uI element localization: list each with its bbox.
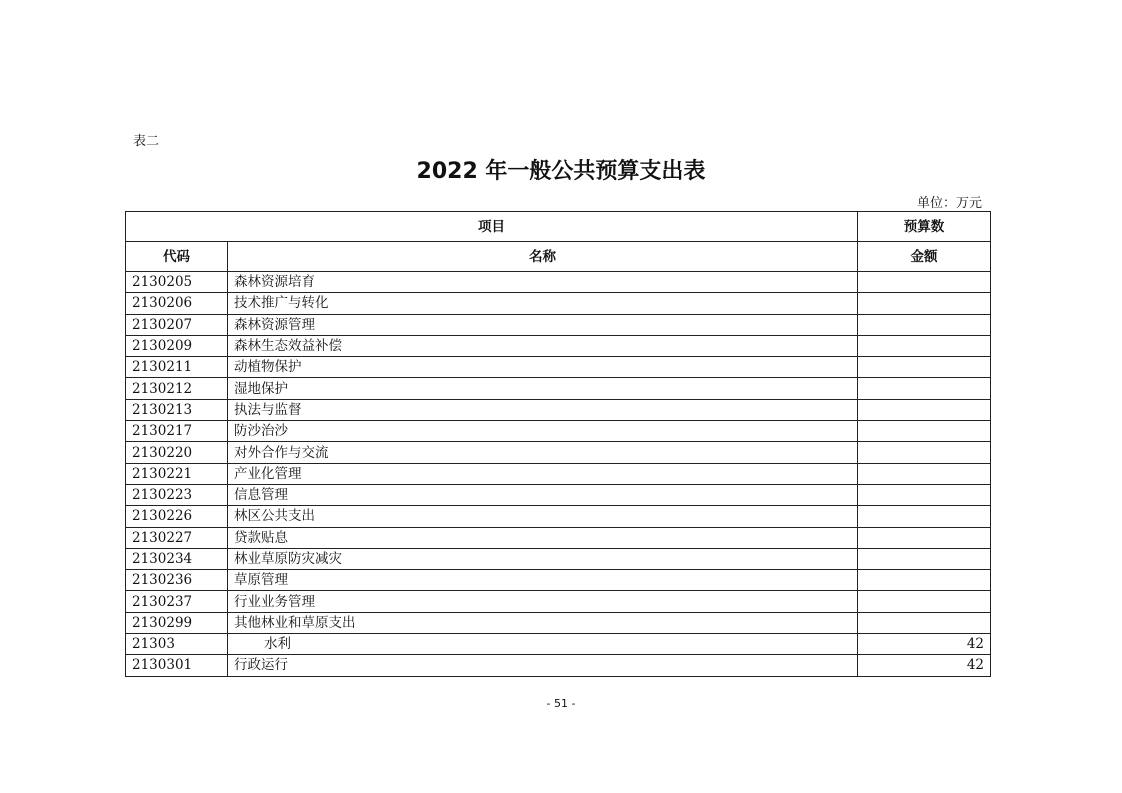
row-amount: [858, 527, 991, 548]
table-row: [126, 357, 991, 378]
page-number: - 51 -: [546, 697, 576, 710]
row-code: 2130209: [126, 335, 228, 356]
table-row: [126, 314, 991, 335]
row-code: 21303: [126, 634, 228, 655]
table-row: [126, 527, 991, 548]
page-title: 2022 年一般公共预算支出表: [416, 159, 706, 184]
header-row-2: [126, 242, 991, 272]
row-code: 2130234: [126, 548, 228, 569]
row-amount: [858, 421, 991, 442]
row-code: 2130206: [126, 293, 228, 314]
row-code: 2130223: [126, 484, 228, 505]
table-row: [126, 378, 991, 399]
row-amount: [858, 612, 991, 633]
row-amount: [858, 272, 991, 293]
row-name: 湿地保护: [228, 378, 858, 399]
table-row: [126, 591, 991, 612]
budget-table: [125, 211, 991, 677]
table-row: [126, 463, 991, 484]
budget-table-body: [126, 212, 991, 677]
header-budget: 预算数: [858, 212, 991, 242]
row-name: 信息管理: [228, 484, 858, 505]
row-name: 水利: [228, 634, 858, 655]
row-name: 森林资源管理: [228, 314, 858, 335]
table-row: [126, 335, 991, 356]
row-code: 2130227: [126, 527, 228, 548]
table-label: 表二: [133, 134, 160, 149]
row-name: 林业草原防灾减灾: [228, 548, 858, 569]
row-code: 2130205: [126, 272, 228, 293]
row-code: 2130212: [126, 378, 228, 399]
table-row: [126, 484, 991, 505]
row-name: 产业化管理: [228, 463, 858, 484]
row-name: 其他林业和草原支出: [228, 612, 858, 633]
row-name: 动植物保护: [228, 357, 858, 378]
row-code: 2130217: [126, 421, 228, 442]
row-amount: [858, 314, 991, 335]
table-row: [126, 570, 991, 591]
row-amount: [858, 591, 991, 612]
row-name: 执法与监督: [228, 399, 858, 420]
row-amount: [858, 506, 991, 527]
header-code: 代码: [126, 242, 228, 272]
row-code: 2130221: [126, 463, 228, 484]
row-code: 2130211: [126, 357, 228, 378]
header-item: 项目: [126, 212, 858, 242]
unit-label: 单位：万元: [916, 196, 982, 211]
row-amount: [858, 335, 991, 356]
row-amount: [858, 399, 991, 420]
table-row: [126, 612, 991, 633]
row-name: 对外合作与交流: [228, 442, 858, 463]
row-code: 2130237: [126, 591, 228, 612]
row-name: 行政运行: [228, 655, 858, 676]
row-name: 防沙治沙: [228, 421, 858, 442]
row-name: 森林资源培育: [228, 272, 858, 293]
table-row: [126, 272, 991, 293]
row-amount: [858, 357, 991, 378]
row-name: 森林生态效益补偿: [228, 335, 858, 356]
row-amount: [858, 378, 991, 399]
row-code: 2130226: [126, 506, 228, 527]
row-code: 2130213: [126, 399, 228, 420]
table-row: [126, 442, 991, 463]
row-code: 2130220: [126, 442, 228, 463]
header-row-1: [126, 212, 991, 242]
row-amount: [858, 548, 991, 569]
row-amount: [858, 293, 991, 314]
table-row: [126, 421, 991, 442]
table-row: [126, 548, 991, 569]
table-row: [126, 399, 991, 420]
row-amount: 42: [858, 634, 991, 655]
row-code: 2130299: [126, 612, 228, 633]
table-row: [126, 655, 991, 676]
table-row: [126, 293, 991, 314]
row-amount: 42: [858, 655, 991, 676]
row-amount: [858, 463, 991, 484]
row-amount: [858, 442, 991, 463]
row-name: 行业业务管理: [228, 591, 858, 612]
row-amount: [858, 570, 991, 591]
row-code: 2130207: [126, 314, 228, 335]
row-amount: [858, 484, 991, 505]
row-name: 林区公共支出: [228, 506, 858, 527]
row-name: 技术推广与转化: [228, 293, 858, 314]
row-code: 2130236: [126, 570, 228, 591]
table-row: [126, 506, 991, 527]
row-name: 草原管理: [228, 570, 858, 591]
row-code: 2130301: [126, 655, 228, 676]
header-name: 名称: [228, 242, 858, 272]
header-amount: 金额: [858, 242, 991, 272]
table-row: [126, 634, 991, 655]
row-name: 贷款贴息: [228, 527, 858, 548]
